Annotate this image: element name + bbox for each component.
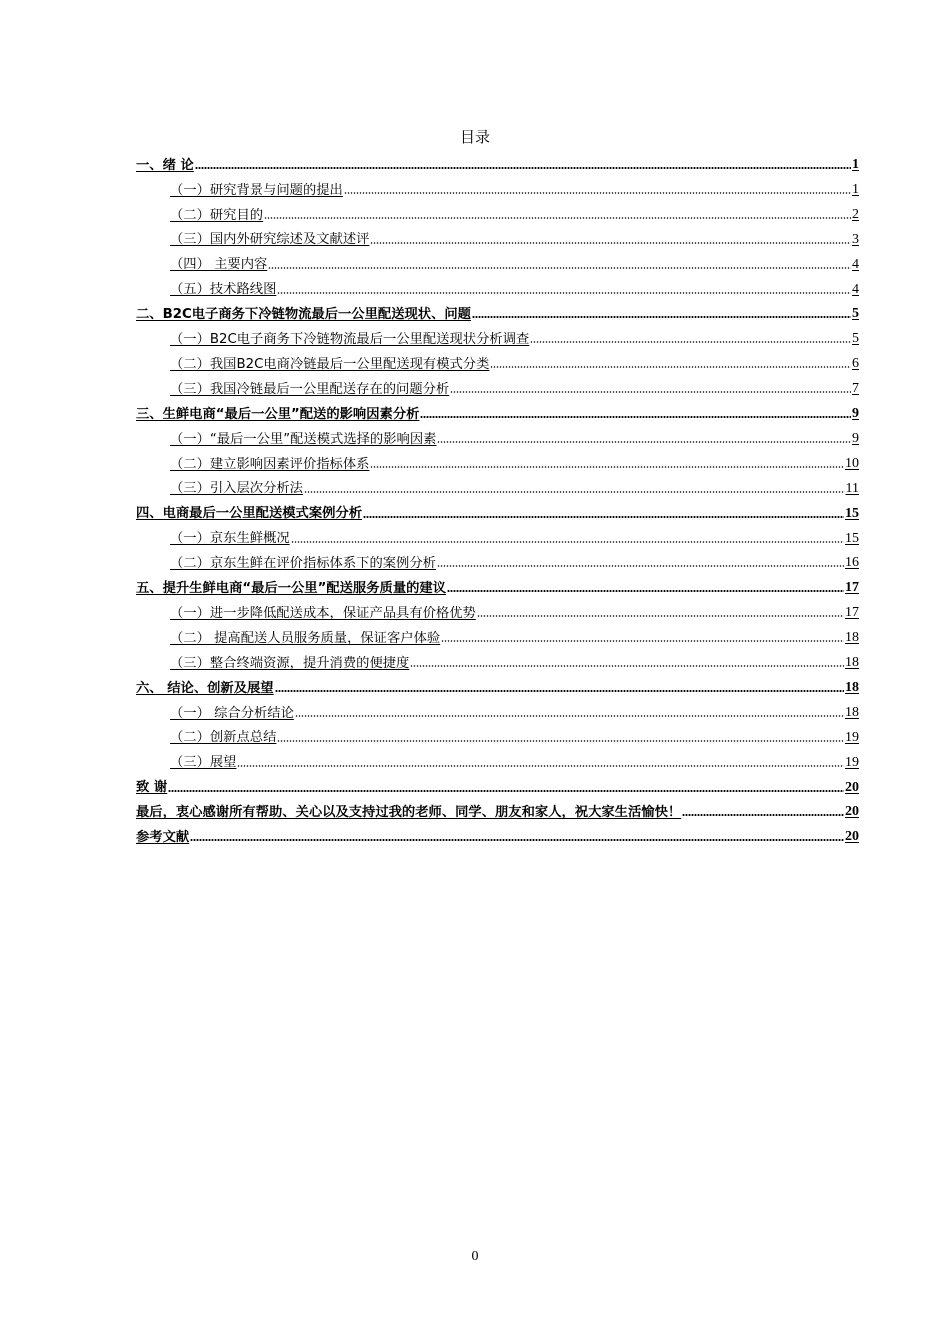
toc-entry-text: （三）引入层次分析法	[170, 481, 303, 497]
toc-section-entry[interactable]	[170, 424, 859, 446]
toc-dot-leader	[237, 765, 844, 767]
toc-dot-leader	[447, 590, 844, 592]
toc-section-entry[interactable]	[170, 225, 859, 247]
toc-chapter-entry[interactable]	[136, 822, 859, 844]
toc-entry-text: （五）技术路线图	[170, 282, 277, 298]
toc-page-number: 4	[852, 256, 859, 272]
toc-section-entry[interactable]	[170, 548, 859, 570]
toc-dot-leader	[168, 790, 844, 792]
toc-page-number: 17	[845, 580, 859, 596]
toc-dot-leader	[370, 466, 844, 468]
toc-dot-leader	[530, 341, 851, 343]
toc-dot-leader	[441, 640, 844, 642]
toc-entry-text: （四） 主要内容	[170, 257, 268, 273]
toc-entry-text: （三）展望	[170, 755, 237, 771]
toc-page-number: 1	[852, 157, 859, 172]
toc-dot-leader	[295, 715, 844, 717]
toc-entry-text: （二）建立影响因素评价指标体系	[170, 456, 370, 472]
toc-chapter-entry[interactable]	[136, 499, 859, 521]
toc-section-entry[interactable]	[170, 175, 859, 197]
toc-page-number: 4	[852, 281, 859, 297]
toc-entry-text: （二）研究目的	[170, 207, 264, 223]
toc-page-number: 20	[845, 804, 859, 820]
toc-dot-leader	[275, 690, 844, 692]
toc-page-number: 7	[852, 381, 859, 397]
toc-dot-leader	[370, 242, 851, 244]
toc-entry-text: 二、B2C电子商务下冷链物流最后一公里配送现状、问题	[136, 307, 471, 323]
toc-entry-text: （一）“最后一公里”配送模式选择的影响因素	[170, 431, 437, 447]
toc-entry-text: 四、电商最后一公里配送模式案例分析	[136, 506, 363, 522]
toc-section-entry[interactable]	[170, 449, 859, 471]
toc-page-number: 19	[845, 729, 859, 745]
toc-page-number: 10	[845, 455, 859, 471]
toc-section-entry[interactable]	[170, 648, 859, 670]
toc-page-number: 16	[845, 555, 859, 571]
toc-page-number: 11	[845, 480, 859, 496]
toc-page-number: 2	[852, 206, 859, 222]
toc-dot-leader	[277, 292, 851, 294]
toc-page-number: 6	[852, 356, 859, 372]
toc-dot-leader	[410, 665, 844, 667]
toc-page-number: 19	[845, 754, 859, 770]
toc-entry-text: （一）研究背景与问题的提出	[170, 182, 343, 198]
toc-chapter-entry[interactable]	[136, 299, 859, 321]
toc-dot-leader	[682, 814, 844, 816]
toc-chapter-entry[interactable]	[136, 399, 859, 421]
toc-section-entry[interactable]	[170, 474, 859, 496]
toc-entry-text: 参考文献	[136, 830, 190, 845]
toc-dot-leader	[304, 491, 845, 493]
toc-chapter-entry[interactable]	[136, 673, 859, 695]
toc-dot-leader	[450, 391, 851, 393]
toc-entry-text: （一） 综合分析结论	[170, 705, 294, 721]
toc-entry-text: 六、 结论、创新及展望	[136, 680, 274, 696]
toc-page-number: 18	[845, 679, 859, 695]
toc-entry-text: （三）整合终端资源，提升消费的便捷度	[170, 655, 410, 671]
toc-entry-text: 最后，衷心感谢所有帮助、关心以及支持过我的老师、同学、朋友和家人，祝大家生活愉快！	[136, 805, 682, 821]
toc-entry-text: （二）我国B2C电商冷链最后一公里配送现有模式分类	[170, 356, 490, 372]
toc-section-entry[interactable]	[170, 250, 859, 272]
toc-dot-leader	[344, 192, 851, 194]
toc-entry-text: （二） 提高配送人员服务质量，保证客户体验	[170, 630, 441, 646]
toc-page-number: 18	[845, 655, 859, 670]
toc-dot-leader	[268, 267, 851, 269]
toc-entry-text: 五、提升生鲜电商“最后一公里”配送服务质量的建议	[136, 581, 447, 596]
toc-page-number: 9	[852, 406, 859, 421]
toc-dot-leader	[437, 441, 851, 443]
toc-dot-leader	[477, 615, 844, 617]
toc-entry-text: 三、生鲜电商“最后一公里”配送的影响因素分析	[136, 406, 420, 422]
toc-dot-leader	[277, 740, 844, 742]
toc-dot-leader	[291, 541, 844, 543]
toc-dot-leader	[420, 416, 851, 418]
toc-section-entry[interactable]	[170, 598, 859, 620]
toc-entry-text: （三）我国冷链最后一公里配送存在的问题分析	[170, 381, 450, 397]
toc-chapter-entry[interactable]	[136, 150, 859, 172]
toc-entry-text: （二）京东生鲜在评价指标体系下的案例分析	[170, 556, 436, 572]
toc-page-number: 5	[852, 331, 859, 347]
toc-section-entry[interactable]	[170, 349, 859, 371]
toc-page-number: 18	[845, 630, 859, 646]
toc-entry-text: （一）B2C电子商务下冷链物流最后一公里配送现状分析调查	[170, 332, 530, 347]
toc-entry-text: 一、绪 论	[136, 157, 194, 173]
toc-entry-text: （一）京东生鲜概况	[170, 531, 290, 547]
toc-chapter-entry[interactable]	[136, 797, 859, 819]
toc-title: 目录	[459, 130, 490, 146]
toc-dot-leader	[490, 366, 851, 368]
toc-entry-text: （二）创新点总结	[170, 730, 277, 746]
toc-page-number: 3	[852, 231, 859, 247]
toc-section-entry[interactable]	[170, 723, 859, 745]
toc-page-number: 15	[845, 505, 859, 521]
page-number: 0	[471, 1249, 479, 1264]
toc-entry-text: （一）进一步降低配送成本，保证产品具有价格优势	[170, 605, 476, 621]
toc-section-entry[interactable]	[170, 698, 859, 720]
toc-dot-leader	[190, 839, 844, 841]
toc-dot-leader	[195, 167, 851, 169]
toc-chapter-entry[interactable]	[136, 573, 859, 595]
toc-entry-text: 致 谢	[136, 780, 168, 796]
toc-section-entry[interactable]	[170, 748, 859, 770]
toc-section-entry[interactable]	[170, 623, 859, 645]
toc-page-number: 5	[852, 306, 859, 322]
toc-chapter-entry[interactable]	[136, 773, 859, 795]
toc-dot-leader	[264, 217, 851, 219]
toc-section-entry[interactable]	[170, 324, 859, 346]
toc-page-number: 15	[845, 530, 859, 546]
toc-page-number: 18	[845, 704, 859, 720]
toc-entry-text: （三）国内外研究综述及文献述评	[170, 232, 370, 248]
toc-section-entry[interactable]	[170, 524, 859, 546]
toc-dot-leader	[472, 316, 851, 318]
toc-section-entry[interactable]	[170, 374, 859, 396]
toc-page-number: 9	[852, 430, 859, 446]
toc-page-number: 17	[845, 605, 859, 621]
toc-page-number: 20	[845, 779, 859, 795]
toc-page-number: 20	[845, 829, 859, 845]
toc-section-entry[interactable]	[170, 200, 859, 222]
toc-dot-leader	[437, 565, 844, 567]
toc-dot-leader	[363, 516, 844, 518]
toc-section-entry[interactable]	[170, 275, 859, 297]
toc-page-number: 1	[852, 181, 859, 197]
